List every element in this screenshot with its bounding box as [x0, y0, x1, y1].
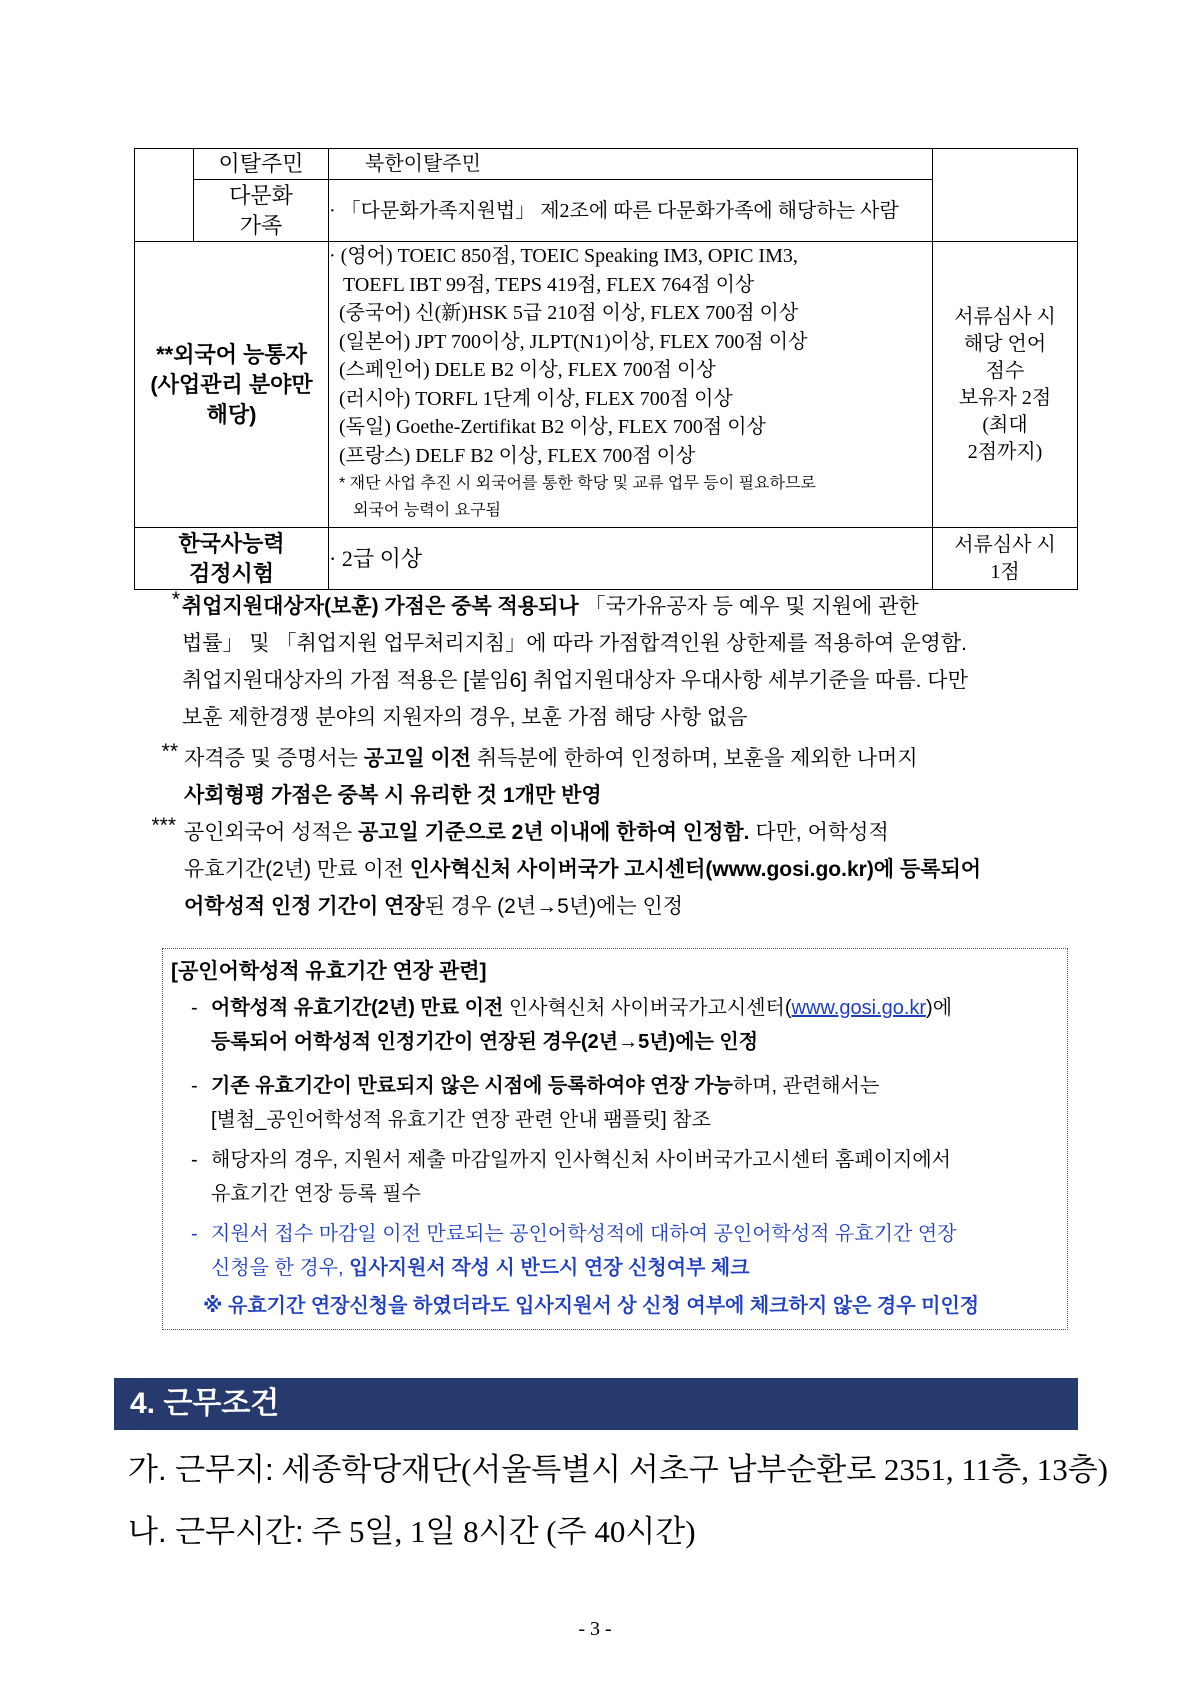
work-location: [128, 1444, 1108, 1489]
row-desc-korean-history: · 2급 이상: [329, 528, 933, 590]
note1-line4: 보훈 제한경쟁 분야의 지원자의 경우, 보훈 가점 해당 사항 없음: [182, 706, 748, 729]
row-category-foreign-language: **외국어 능통자 (사업관리 분야만 해당): [135, 242, 329, 528]
fl-chinese: (중국어) 신(新)HSK 5급 210점 이상, FLEX 700점 이상: [339, 302, 799, 324]
row-desc-foreign-language: [329, 242, 933, 528]
note3-text-a: 공인외국어 성적은: [184, 821, 358, 844]
footnote-marker: *: [171, 588, 180, 611]
box-item-1: - 어학성적 유효기간(2년) 만료 이전 인사혁신처 사이버국가고시센터(www.gosi.go.kr)에 등록되어 어학성적 인정기간이 연장된 경우(2년→5년)에는 인정: [191, 997, 953, 1053]
note1-line3: 취업지원대상자의 가점 적용은 [붙임6] 취업지원대상자 우대사항 세부기준을 따름. 다만: [182, 669, 968, 692]
gosi-link[interactable]: www.gosi.go.kr: [791, 997, 927, 1019]
note2-text-a: 자격증 및 증명서는: [184, 747, 364, 770]
box-item-4: - 지원서 접수 마감일 이전 만료되는 공인어학성적에 대하여 공인어학성적 유효기간 연장 신청을 한 경우, 입사지원서 작성 시 반드시 연장 신청여부 체크: [191, 1223, 957, 1279]
row-label-defector: 이탈주민: [194, 149, 329, 180]
fl-spanish: (스페인어) DELE B2 이상, FLEX 700점 이상: [339, 359, 716, 381]
row-desc-multicultural: · 「다문화가족지원법」 제2조에 따른 다문화가족에 해당하는 사람: [329, 180, 933, 242]
footnote-marker: ***: [151, 814, 176, 837]
row-score-foreign-language: 서류심사 시 해당 언어 점수 보유자 2점 (최대 2점까지): [933, 242, 1078, 528]
box-item2-line2: [별첨_공인어학성적 유효기간 연장 관련 안내 팸플릿] 참조: [211, 1109, 711, 1131]
box-item1-bold-2: 등록되어 어학성적 인정기간이 연장된 경우(2년→5년)에는 인정: [211, 1031, 759, 1053]
note1-text: 「국가유공자 등 예우 및 지원에 관한: [578, 595, 919, 618]
page-number: - 3 -: [578, 1618, 612, 1640]
box-item2-bold: 기존 유효기간이 만료되지 않은 시점에 등록하여야 연장 가능: [211, 1075, 733, 1097]
category-cell-blank: [135, 149, 194, 242]
box-item1-text-b: )에: [926, 997, 953, 1019]
note3-text-c: 유효기간(2년) 만료 이전: [184, 858, 410, 881]
work-location-label: 가. 근무지:: [128, 1452, 274, 1487]
work-hours-value: 주 5일, 1일 8시간 (주 40시간): [303, 1514, 696, 1549]
box-item-3: - 해당자의 경우, 지원서 제출 마감일까지 인사혁신처 사이버국가고시센터 홈페이지에서 유효기간 연장 등록 필수: [191, 1149, 951, 1205]
preference-table: [134, 148, 1078, 590]
work-hours-label: 나. 근무시간:: [128, 1514, 304, 1549]
language-validity-extension-box: [162, 948, 1068, 1330]
fl-note-1: * 재단 사업 추진 시 외국어를 통한 학당 및 교류 업무 등이 필요하므로: [339, 475, 816, 492]
note2-text-b: 취득분에 한하여 인정하며, 보훈을 제외한 나머지: [471, 747, 918, 770]
box-item3-line1: 해당자의 경우, 지원서 제출 마감일까지 인사혁신처 사이버국가고시센터 홈페이지에서: [211, 1149, 951, 1171]
work-location-value: 세종학당재단(서울특별시 서초구 남부순환로 2351, 11층, 13층): [273, 1452, 1108, 1487]
box-item4-line1: 지원서 접수 마감일 이전 만료되는 공인어학성적에 대하여 공인어학성적 유효기간 연장: [211, 1223, 957, 1245]
fl-russian: (러시아) TORFL 1단계 이상, FLEX 700점 이상: [339, 387, 733, 410]
row-score-korean-history: 서류심사 시 1점: [933, 528, 1078, 590]
box-item-2: - 기존 유효기간이 만료되지 않은 시점에 등록하여야 연장 가능하며, 관련해서는 [별첨_공인어학성적 유효기간 연장 관련 안내 팸플릿] 참조: [191, 1075, 880, 1131]
work-hours: [128, 1506, 696, 1551]
footnote-3: [151, 814, 1114, 925]
section-header: 4. 근무조건: [114, 1378, 1078, 1430]
box-item4-text: 신청을 한 경우,: [211, 1257, 350, 1279]
note3-text-d: 된 경우 (2년→5년)에는 인정: [424, 895, 684, 918]
row-label-multicultural: 다문화 가족: [194, 180, 329, 242]
footnote-2: [160, 740, 1114, 814]
row-category-korean-history: 한국사능력 검정시험: [135, 528, 329, 590]
box-item2-text: 하며, 관련해서는: [732, 1075, 880, 1097]
footnote-marker: **: [161, 740, 178, 763]
fl-japanese: (일본어) JPT 700이상, JLPT(N1)이상, FLEX 700점 이상: [339, 330, 808, 353]
box-item3-line2: 유효기간 연장 등록 필수: [211, 1183, 421, 1205]
note3-bold-a: 공고일 기준으로 2년 이내에 한하여 인정함.: [357, 821, 750, 844]
row-desc-defector: 북한이탈주민: [329, 149, 933, 180]
fl-note-2: 외국어 능력이 요구됨: [353, 502, 501, 519]
box-item4-bold: 입사지원서 작성 시 반드시 연장 신청여부 체크: [349, 1257, 750, 1279]
note1-bold: 취업지원대상자(보훈) 가점은 중복 적용되나: [182, 595, 579, 618]
box-item1-bold: 어학성적 유효기간(2년) 만료 이전: [211, 997, 504, 1019]
box-warning: ※ 유효기간 연장신청을 하였더라도 입사지원서 상 신청 여부에 체크하지 않은 경우 미인정: [203, 1295, 980, 1317]
note3-bold-b: 인사혁신처 사이버국가 고시센터(www.gosi.go.kr)에 등록되어: [409, 858, 982, 881]
fl-french: (프랑스) DELF B2 이상, FLEX 700점 이상: [339, 444, 696, 467]
note3-text-b: 다만, 어학성적: [749, 821, 889, 844]
fl-german: (독일) Goethe-Zertifikat B2 이상, FLEX 700점 이상: [339, 416, 766, 438]
box-item1-text: 인사혁신처 사이버국가고시센터(: [503, 997, 792, 1019]
box-title: [공인어학성적 유효기간 연장 관련]: [171, 960, 487, 983]
fl-english-2: TOEFL IBT 99점, TEPS 419점, FLEX 764점 이상: [343, 273, 755, 296]
note2-bold-b: 사회형평 가점은 중복 시 유리한 것 1개만 반영: [184, 784, 602, 807]
footnote-1: [160, 588, 1114, 736]
note3-bold-c: 어학성적 인정 기간이 연장: [184, 895, 425, 918]
note1-line2: 법률」 및 「취업지원 업무처리지침」에 따라 가점합격인원 상한제를 적용하여 운영함.: [182, 632, 967, 655]
note2-bold-a: 공고일 이전: [363, 747, 472, 770]
score-cell-blank: [933, 149, 1078, 242]
fl-english-1: · (영어) TOEIC 850점, TOEIC Speaking IM3, OPIC IM3,: [329, 245, 798, 267]
